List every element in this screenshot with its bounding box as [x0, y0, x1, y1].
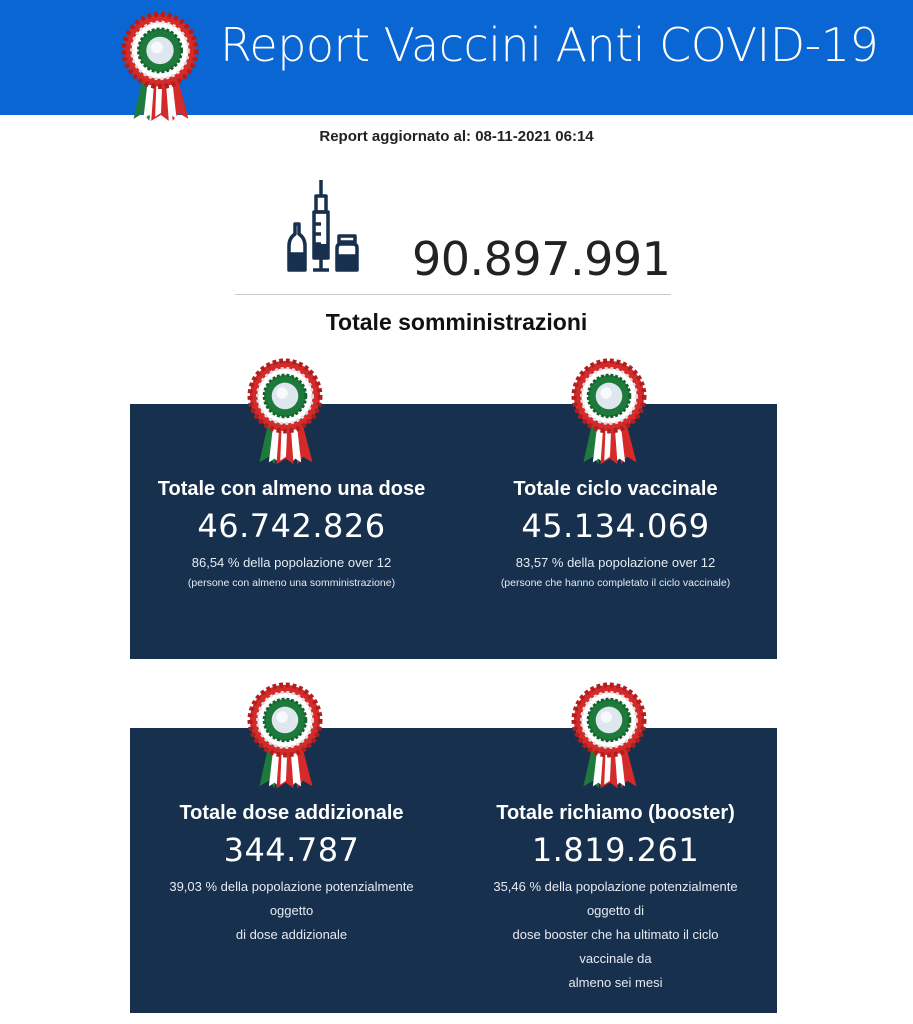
card-title: Totale dose addizionale	[179, 802, 404, 824]
vaccine-syringe-vial-icon	[283, 178, 361, 281]
card-booster	[454, 802, 777, 995]
report-updated-label: Report aggiornato al: 08-11-2021 06:14	[319, 128, 594, 145]
card-value: 46.742.826	[197, 507, 386, 545]
divider	[235, 294, 671, 295]
card-note: (persone che hanno completato il ciclo vaccinale)	[500, 577, 731, 589]
total-administrations-value: 90.897.991	[412, 232, 671, 286]
header-bar	[0, 0, 913, 115]
card-first-dose	[130, 478, 453, 589]
card-description: 83,57 % della popolazione over 12	[515, 555, 716, 570]
stats-panel-secondary	[130, 728, 777, 1013]
card-title: Totale ciclo vaccinale	[513, 478, 718, 500]
rosette-icon	[242, 358, 328, 470]
card-title: Totale con almeno una dose	[157, 478, 426, 500]
page-title: Report Vaccini Anti COVID-19	[220, 18, 879, 72]
card-description: 35,46 % della popolazione potenzialmente oggetto di dose booster che ha ultimato il ciclo vaccinale da almeno sei mesi	[493, 879, 738, 990]
rosette-icon	[242, 682, 328, 794]
rosette-icon	[566, 358, 652, 470]
card-title: Totale richiamo (booster)	[496, 802, 735, 824]
card-value: 45.134.069	[521, 507, 710, 545]
rosette-icon	[566, 682, 652, 794]
card-full-cycle	[454, 478, 777, 589]
card-description: 39,03 % della popolazione potenzialmente oggetto di dose addizionale	[169, 879, 414, 942]
card-additional-dose	[130, 802, 453, 947]
card-note: (persone con almeno una somministrazione)	[187, 577, 396, 589]
total-administrations-label: Totale somministrazioni	[325, 309, 588, 335]
card-value: 344.787	[223, 831, 360, 869]
rosette-logo-icon	[116, 10, 204, 128]
card-description: 86,54 % della popolazione over 12	[191, 555, 392, 570]
card-value: 1.819.261	[531, 831, 700, 869]
stats-panel-primary	[130, 404, 777, 659]
